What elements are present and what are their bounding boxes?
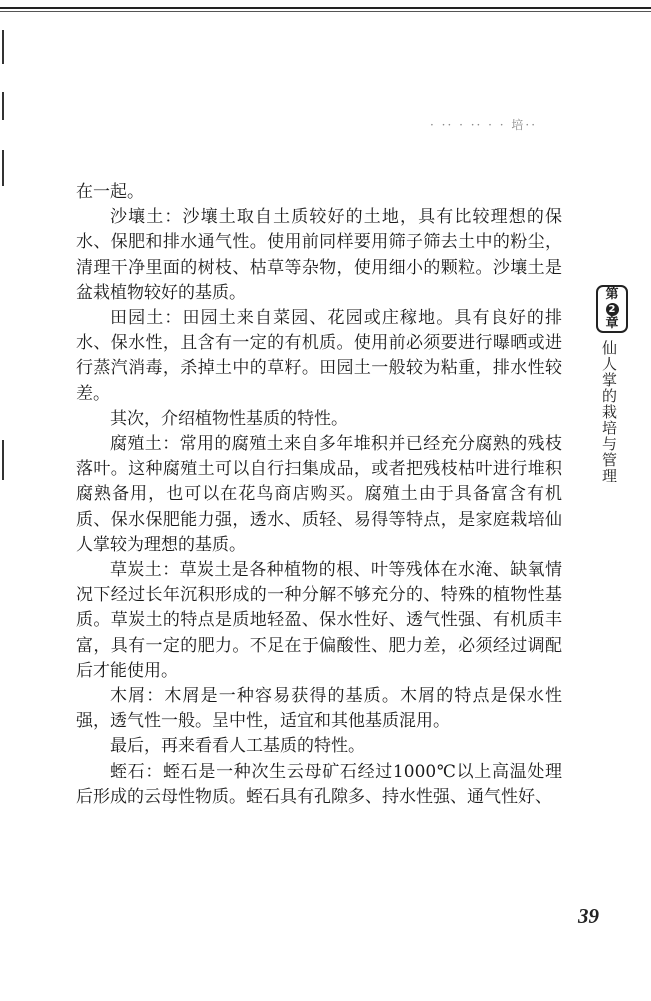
paragraph: 蛭石：蛭石是一种次生云母矿石经过1000℃以上高温处理后形成的云母性物质。蛭石具有孔隙多、持水性强、通气性好、 [76,761,562,807]
faint-header-note: · ·· · ·· · · 培·· [430,118,538,132]
chapter-label-top: 第 [605,286,619,302]
chapter-tab [596,285,628,333]
binding-mark [2,30,4,64]
top-border-rule-inner [0,11,651,12]
binding-mark [2,440,4,480]
chapter-side-title: 仙人掌的栽培与管理 [600,340,618,484]
paragraph: 其次，介绍植物性基质的特性。 [110,408,348,429]
chapter-label-bottom: 章 [605,315,619,331]
top-border-rule [0,7,651,9]
paragraph: 木屑：木屑是一种容易获得的基质。木屑的特点是保水性强，透气性一般。呈中性，适宜和其他基质混用。 [76,686,562,732]
page-number: 39 [578,904,599,928]
paragraph: 在一起。 [76,182,144,202]
paragraph: 沙壤土：沙壤土取自土质较好的土地，具有比较理想的保水、保肥和排水通气性。使用前同样要用筛子筛去土中的粉尘，清理干净里面的树枝、枯草等杂物，使用细小的颗粒。沙壤土是盆栽植物较好的基质。 [76,207,562,303]
paragraph: 草炭土：草炭土是各种植物的根、叶等残体在水淹、缺氧情况下经过长年沉积形成的一种分解不够充分的、特殊的植物性基质。草炭土的特点是质地轻盈、保水性好、透气性强、有机质丰富，具有一定的肥力。不足在于偏酸性、肥力差，必须经过调配后才能使用。 [76,560,562,681]
chapter-number: 2 [606,303,619,316]
paragraph: 最后，再来看看人工基质的特性。 [110,736,365,757]
paragraph: 田园土：田园土来自菜园、花园或庄稼地。具有良好的排水、保水性，且含有一定的有机质。使用前必须要进行曝晒或进行蒸汽消毒，杀掉土中的草籽。田园土一般较为粘重，排水性较差。 [76,308,562,404]
binding-mark [2,150,4,186]
binding-mark [2,92,4,120]
paragraph: 腐殖土：常用的腐殖土来自多年堆积并已经充分腐熟的残枝落叶。这种腐殖土可以自行扫集成品，或者把残枝枯叶进行堆积腐熟备用，也可以在花鸟商店购买。腐殖土由于具备富含有机质、保水保肥能力强，透水、质轻、易得等特点，是家庭栽培仙人掌较为理想的基质。 [76,434,562,555]
body-text [76,180,562,810]
